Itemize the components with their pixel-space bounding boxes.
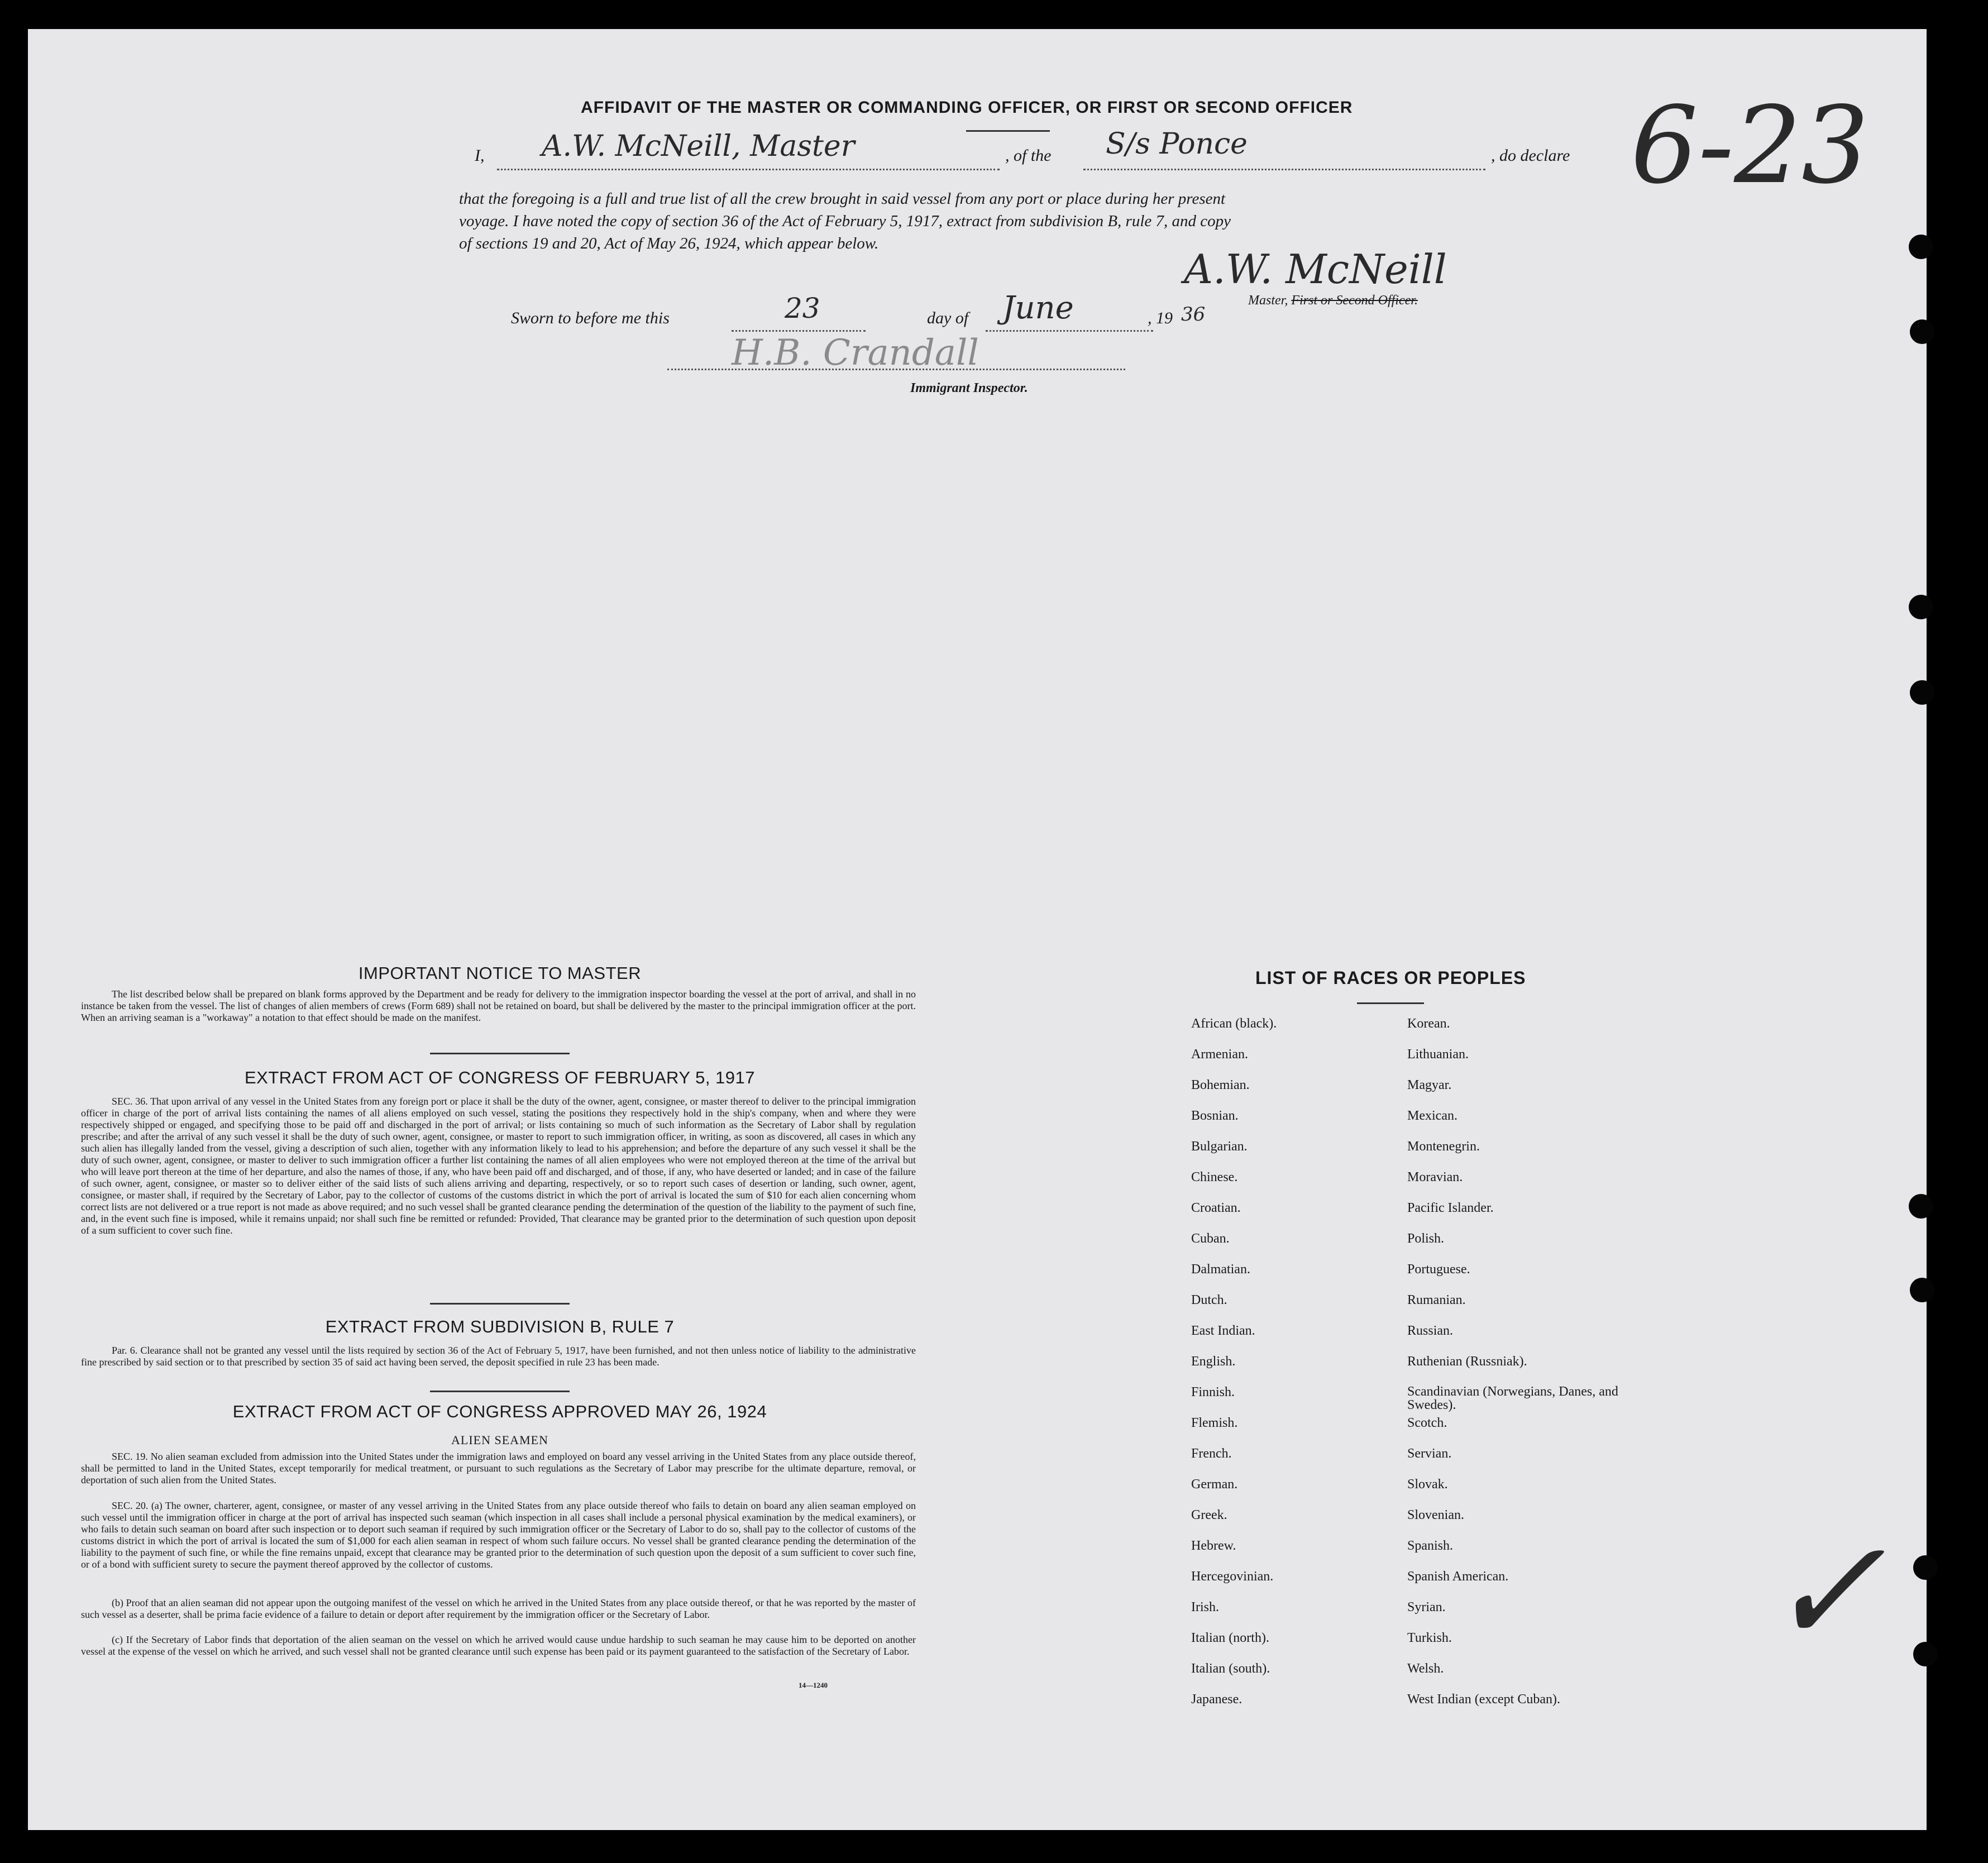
binder-hole xyxy=(1910,319,1934,344)
race-item: Spanish. xyxy=(1407,1539,1454,1553)
title-divider xyxy=(966,130,1050,132)
day-handwritten: 23 xyxy=(785,292,820,324)
race-item: Irish. xyxy=(1191,1600,1219,1614)
race-item: Korean. xyxy=(1407,1016,1450,1031)
handwritten-checkmark: ✓ xyxy=(1765,1508,1886,1676)
race-item: African (black). xyxy=(1191,1016,1277,1031)
race-item: Armenian. xyxy=(1191,1047,1248,1062)
inspector-signature: H.B. Crandall xyxy=(732,332,979,374)
day-of-label: day of xyxy=(927,309,969,327)
race-item: Russian. xyxy=(1407,1324,1454,1338)
race-item: Scotch. xyxy=(1407,1416,1447,1430)
inspector-caption: Immigrant Inspector. xyxy=(910,381,1028,395)
binder-hole xyxy=(1910,1278,1934,1302)
race-item: Finnish. xyxy=(1191,1385,1235,1399)
race-item: Moravian. xyxy=(1407,1170,1463,1184)
sec20b-body: (b) Proof that an alien seaman did not appear upon the outgoing manifest of the vessel on which he arrived in the United States from any place outside thereof, or that he was reported by the master of such vessel as a deserter, shall be prima facie evidence of a failure to detain or deport after requirement by the immigration officer or the Secretary of Labor. xyxy=(81,1597,916,1620)
race-item: Scandinavian (Norwegians, Danes, and Swedes). xyxy=(1407,1384,1618,1412)
race-item: Magyar. xyxy=(1407,1078,1452,1092)
race-item: Japanese. xyxy=(1191,1692,1242,1707)
race-item: Croatian. xyxy=(1191,1201,1241,1215)
do-declare-label: , do declare xyxy=(1491,146,1570,165)
sec19-body: SEC. 19. No alien seaman excluded from admission into the United States under the immigration laws and employed on board any vessel arriving in the United States from any place outside thereof, shall be permitted to land in the United States, except temporarily for medical treatment, or pursuant to such regulations as the Secretary of Labor may prescribe for the ultimate departure, removal, or deportation of such alien from the United States. xyxy=(81,1451,916,1485)
race-item: French. xyxy=(1191,1446,1232,1461)
race-item: Bosnian. xyxy=(1191,1109,1239,1123)
binder-hole xyxy=(1910,680,1934,705)
race-item: Slovenian. xyxy=(1407,1508,1464,1522)
sec20c-body: (c) If the Secretary of Labor finds that deportation of the alien seaman on the vessel on which he arrived would cause undue hardship to such seaman he may cause him to be deported on another vessel at the expense of the vessel on which he arrived, and such vessel shall not be granted clearance until such expense has been paid or its payment guaranteed to the satisfaction of the Secretary of Labor. xyxy=(81,1634,916,1657)
race-item: Turkish. xyxy=(1407,1631,1452,1645)
race-item: Polish. xyxy=(1407,1231,1445,1246)
extract-rule7-title: EXTRACT FROM SUBDIVISION B, RULE 7 xyxy=(325,1317,675,1336)
race-item: Lithuanian. xyxy=(1407,1047,1469,1062)
races-left-column xyxy=(1191,1016,1277,1723)
race-item: Cuban. xyxy=(1191,1231,1230,1246)
race-item: Mexican. xyxy=(1407,1109,1457,1123)
extract-1917-title: EXTRACT FROM ACT OF CONGRESS OF FEBRUARY 5, 1917 xyxy=(244,1068,756,1087)
race-item: Portuguese. xyxy=(1407,1262,1470,1277)
race-item: Italian (south). xyxy=(1191,1661,1270,1676)
race-item: German. xyxy=(1191,1477,1238,1492)
race-item: English. xyxy=(1191,1354,1236,1369)
alien-seamen-subtitle: ALIEN SEAMEN xyxy=(451,1433,548,1447)
race-item: Dutch. xyxy=(1191,1293,1227,1307)
section-divider xyxy=(430,1303,570,1305)
binder-hole xyxy=(1909,235,1933,259)
extract-1924-title: EXTRACT FROM ACT OF CONGRESS APPROVED MAY 26, 1924 xyxy=(232,1402,767,1421)
race-item: Servian. xyxy=(1407,1446,1452,1461)
year-prefix: , 19 xyxy=(1148,309,1173,327)
master-signature: A.W. McNeill xyxy=(1184,246,1447,293)
of-the-label: , of the xyxy=(1005,146,1052,165)
sec20a-body: SEC. 20. (a) The owner, charterer, agent, consignee, or master of any vessel arriving in the United States from any place outside thereof who fails to detain on board any alien seaman employed on such vessel until the immigration officer in charge at the port of arrival has inspected such seaman (which inspection in all cases shall include a personal physical examination by the medical examiners), or who fails to detain such seaman on board after such inspection or to deport such seaman if required by such immigration officer or the Secretary of Labor to do so, shall pay to the collector of customs of the customs district in which the port of arrival is located the sum of $1,000 for each alien seaman in respect of whom such failure occurs. No vessel shall be granted clearance pending the determination of the liability to the payment of such fine, or while the fine remains unpaid, except that clearance may be granted prior to the determination of such question upon the deposit of a sum sufficient to cover such fine, or of a bond with sufficient surety to secure the payment thereof approved by the collector of customs. xyxy=(81,1500,916,1570)
race-item: East Indian. xyxy=(1191,1324,1255,1338)
vessel-name-handwritten: S/s Ponce xyxy=(1106,127,1248,161)
race-item: Bohemian. xyxy=(1191,1078,1250,1092)
signature-caption xyxy=(1248,293,1418,308)
affidavit-title: AFFIDAVIT OF THE MASTER OR COMMANDING OFFICER, OR FIRST OR SECOND OFFICER xyxy=(581,98,1353,117)
race-item: Rumanian. xyxy=(1407,1293,1466,1307)
race-item: Hebrew. xyxy=(1191,1539,1236,1553)
races-right-column xyxy=(1407,1016,1642,1723)
month-handwritten: June xyxy=(1002,290,1074,326)
affidavit-line1 xyxy=(475,127,1597,185)
race-item: Italian (north). xyxy=(1191,1631,1269,1645)
race-item: Chinese. xyxy=(1191,1170,1238,1184)
section-divider xyxy=(430,1391,570,1392)
race-item: Flemish. xyxy=(1191,1416,1238,1430)
binder-hole xyxy=(1909,595,1933,619)
section-divider xyxy=(430,1053,570,1054)
race-item: Pacific Islander. xyxy=(1407,1201,1494,1215)
race-item: Ruthenian (Russniak). xyxy=(1407,1354,1527,1369)
extract-rule7-body: Par. 6. Clearance shall not be granted any vessel until the lists required by section 36 of the Act of February 5, 1917, have been furnished, and not then unless notice of liability to the administrative fine prescribed by said section or to that prescribed by section 35 of said act having been served, the deposit specified in rule 23 has been made. xyxy=(81,1345,916,1368)
notice-body: The list described below shall be prepared on blank forms approved by the Department and be ready for delivery to the immigration inspector boarding the vessel at the port of arrival, and shall in no instance be taken from the vessel. The list of changes of alien members of crews (Form 689) shall not be retained on board, but shall be delivered by the master to the principal immigration officer at the port. When an arriving seaman is a "workaway" a notation to that effect should be made on the manifest. xyxy=(81,988,916,1023)
race-item: Welsh. xyxy=(1407,1661,1444,1676)
binder-hole xyxy=(1913,1642,1938,1666)
notice-title: IMPORTANT NOTICE TO MASTER xyxy=(358,963,642,983)
affidavit-body-line2: that the foregoing is a full and true list of all the crew brought in said vessel from any port or place during her present xyxy=(459,190,1226,208)
binder-hole xyxy=(1909,1194,1933,1219)
races-divider xyxy=(1357,1002,1424,1004)
race-item: Syrian. xyxy=(1407,1600,1446,1614)
year-handwritten: 36 xyxy=(1181,303,1206,326)
signature-caption-master: Master, xyxy=(1248,293,1288,308)
races-title: LIST OF RACES OR PEOPLES xyxy=(1255,968,1526,988)
race-item: Spanish American. xyxy=(1407,1569,1509,1584)
form-number: 14—1240 xyxy=(799,1681,828,1689)
extract-1917-body: SEC. 36. That upon arrival of any vessel in the United States from any foreign port or place it shall be the duty of the owner, agent, consignee, or master thereof to deliver to the principal immigration officer in charge of the port of arrival lists containing the names of all aliens employed on such vessel, stating the positions they respectively hold in the ship's company, when and where they were respectively shipped or engaged, and specifying those to be paid off and discharged in the port of arrival; or lists containing so much of such information as the Secretary of Labor shall by regulation prescribe; and after the arrival of any such vessel it shall be the duty of such owner, agent, consignee, or master to report to such immigration officer, in writing, as soon as discovered, all cases in which any such alien has illegally landed from the vessel, giving a description of such alien, together with any information likely to lead to his apprehension; and before the departure of any such vessel it shall be the duty of such owner, agent, consignee, or master to deliver to such immigration officer a further list containing the names of all alien employees who were not employed thereon at the time of the arrival but who will leave port thereon at the time of her departure, and also the names of those, if any, who have been paid off and discharged, and of those, if any, who have deserted or landed; and in case of the failure of such owner, agent, consignee, or master so to deliver either of the said lists of such aliens arriving and departing, respectively, or so to report such cases of desertion or landing, such owner, agent, consignee, or master shall, if required by the Secretary of Labor, pay to the collector of customs of the customs district in which the port of arrival is located the sum of $10 for each alien concerning whom correct lists are not delivered or a true report is not made as above required; and no such vessel shall be granted clearance pending the determination of the question of the liability to the payment of such fine, and, in the event such fine is imposed, while it remains unpaid; nor shall such fine be remitted or refunded: Provided, That clearance may be granted prior to the determination of such question upon deposit of a sum sufficient to cover such fine. xyxy=(81,1096,916,1236)
sworn-label: Sworn to before me this xyxy=(511,309,670,327)
i-prefix: I, xyxy=(475,146,485,165)
race-item: Dalmatian. xyxy=(1191,1262,1250,1277)
race-item: West Indian (except Cuban). xyxy=(1407,1692,1560,1707)
signature-caption-struck: First or Second Officer. xyxy=(1291,293,1418,308)
handwritten-page-number: 6-23 xyxy=(1631,84,1869,207)
race-item: Greek. xyxy=(1191,1508,1227,1522)
master-name-handwritten: A.W. McNeill, Master xyxy=(542,130,855,163)
affidavit-body-line3: voyage. I have noted the copy of section 36 of the Act of February 5, 1917, extract from subdivision B, rule 7, and copy xyxy=(459,212,1231,230)
race-item: Hercegovinian. xyxy=(1191,1569,1274,1584)
affidavit-body-line4: of sections 19 and 20, Act of May 26, 1924, which appear below. xyxy=(459,235,879,252)
binder-hole xyxy=(1913,1555,1938,1580)
race-item: Bulgarian. xyxy=(1191,1139,1248,1154)
race-item: Montenegrin. xyxy=(1407,1139,1480,1154)
race-item: Slovak. xyxy=(1407,1477,1448,1492)
